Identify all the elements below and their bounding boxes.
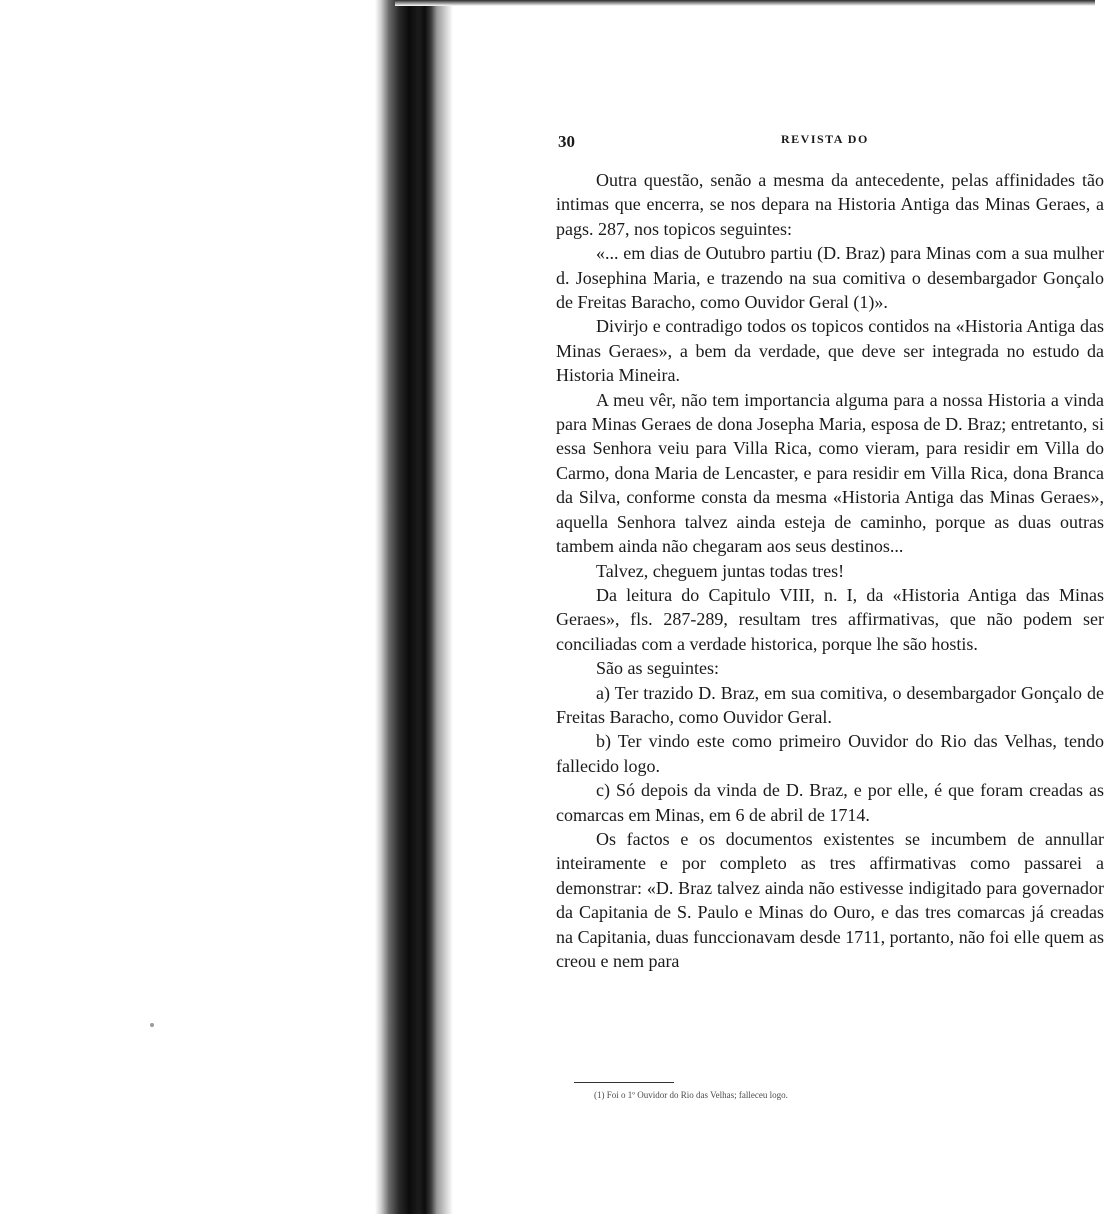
paragraph: A meu vêr, não tem importancia alguma para a nossa Historia a vinda para Minas Geraes de dona Josepha Maria, esposa de D. Braz; entretanto, si essa Senhora veiu para Villa Rica, como vieram, para residir em Villa do Carmo, dona Maria de Lencaster, e para residir em Villa Rica, dona Branca da Silva, conforme consta da mesma «Historia Antiga das Minas Geraes», aquella Senhora talvez ainda esteja de caminho, porque as duas outras tambem ainda não chegaram aos seus destinos... bbox=[556, 389, 1104, 557]
footnote: (1) Foi o 1º Ouvidor do Rio das Velhas; falleceu logo. bbox=[594, 1090, 788, 1100]
book-binding-gutter bbox=[375, 0, 470, 1214]
page-top-edge-shadow bbox=[395, 0, 1095, 6]
paragraph: São as seguintes: bbox=[596, 658, 719, 679]
paragraph: a) Ter trazido D. Braz, em sua comitiva, o desembargador Gonçalo de Freitas Baracho, como Ouvidor Geral. bbox=[556, 682, 1104, 727]
paragraph: Da leitura do Capitulo VIII, n. I, da «Historia Antiga das Minas Geraes», fls. 287-289, resultam tres affirmativas, que não podem ser conciliadas com a verdade historica, porque lhe são hostis. bbox=[556, 584, 1104, 654]
book-page bbox=[556, 120, 1104, 1120]
paragraph: Outra questão, senão a mesma da antecedente, pelas affinidades tão intimas que encerra, se nos depara na Historia Antiga das Minas Geraes, a pags. 287, nos topicos seguintes: bbox=[556, 170, 1104, 239]
paragraph: b) Ter vindo este como primeiro Ouvidor do Rio das Velhas, tendo fallecido logo. bbox=[556, 731, 1104, 776]
body-text bbox=[556, 168, 1104, 973]
paragraph: Os factos e os documentos existentes se incumbem de annullar inteiramente e por completo as tres affirmativas como passarei a demonstrar: «D. Braz talvez ainda não estivesse indigitado para governador da Capitania de S. Paulo e Minas do Ouro, e das tres comarcas já creadas na Capitania, duas funccionavam desde 1711, portanto, não foi elle quem as creou e nem para bbox=[556, 828, 1104, 971]
paragraph: Talvez, cheguem juntas todas tres! bbox=[596, 560, 845, 581]
paragraph: Divirjo e contradigo todos os topicos contidos na «Historia Antiga das Minas Geraes», a bem da verdade, que deve ser integrada no estudo da Historia Mineira. bbox=[556, 316, 1104, 386]
running-title: REVISTA DO bbox=[781, 132, 869, 146]
running-header bbox=[556, 120, 1104, 156]
paragraph: c) Só depois da vinda de D. Braz, e por elle, é que foram creadas as comarcas em Minas, em 6 de abril de 1714. bbox=[556, 780, 1104, 825]
footnote-rule bbox=[574, 1082, 674, 1083]
paragraph: «... em dias de Outubro partiu (D. Braz) para Minas com a sua mulher d. Josephina Maria, e trazendo na sua comitiva o desembargador Gonçalo de Freitas Baracho, como Ouvidor Geral (1)». bbox=[556, 243, 1104, 313]
page-number: 30 bbox=[558, 132, 575, 151]
scan-speck bbox=[150, 1023, 154, 1027]
